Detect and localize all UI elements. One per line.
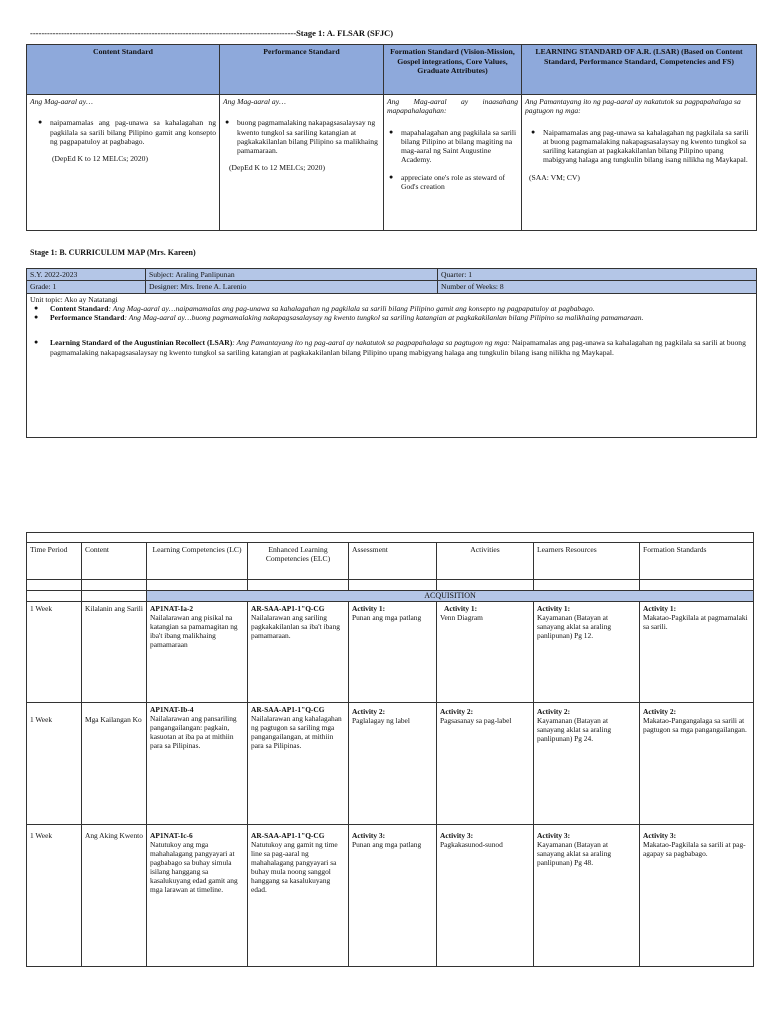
lc-cell xyxy=(147,602,248,703)
flsar-lsar-cell xyxy=(522,95,757,231)
flsar-content-cell xyxy=(27,95,220,231)
lc-code: AP1NAT-Ia-2 xyxy=(150,604,194,613)
formation-cell: Activity 1: Makatao-Pagkilala at pagmamalaki sa sarili. xyxy=(640,602,754,703)
activity-label: Activity 3 xyxy=(440,831,471,840)
assessment-label: Activity 1 xyxy=(352,604,383,613)
unit-topic: Unit topic: Ako ay Natatangi xyxy=(30,294,118,304)
activities-cell: Activity 1: Venn Diagram xyxy=(437,602,534,703)
lsar-note: (SAA: VM; CV) xyxy=(529,172,580,182)
activity-label: Activity 1 xyxy=(444,604,475,613)
time-cell: 1 Week xyxy=(27,602,82,703)
resources-text: Kayamanan (Batayan at sanayang aklat sa araling panlipunan) Pg 12. xyxy=(537,613,612,641)
flsar-header-lsar: LEARNING STANDARD OF A.R. (LSAR) (Based on Content Standard, Performance Standard, Competencies and FS) xyxy=(522,45,757,95)
elc-cell xyxy=(248,703,349,825)
flsar-header-performance: Performance Standard xyxy=(220,45,384,95)
formation-bullet-1: ● mapahalagahan ang pagkilala sa sarili bilang Pilipino at bilang magiting na mag-aaral ng Saint Augustine Academy. xyxy=(387,128,518,165)
flsar-header-content: Content Standard xyxy=(27,45,220,95)
content-standard-label: Content Standard xyxy=(50,303,109,313)
resources-label: Activity 3 xyxy=(537,831,568,840)
header-formation: Formation Standards xyxy=(640,543,754,580)
content-bullet: ● naipamamalas ang pag-unawa sa kahalagahan ng pagkilala sa sarili bilang Pilipino gamit ang konsepto ng pagpapatuloy at pagbabago. xyxy=(36,118,216,146)
resources-text: Kayamanan (Batayan at sanayang aklat sa araling panlipunan) Pg 48. xyxy=(537,840,612,868)
formation-intro: Ang Mag-aaral ay inaasahang mapapahalagahan: xyxy=(387,97,518,116)
performance-intro: Ang Mag-aaral ay… xyxy=(223,97,286,106)
quarter: Quarter: 1 xyxy=(438,269,757,281)
stage1a-heading xyxy=(30,28,740,38)
activities-cell: Activity 3: Pagkakasunod-sunod xyxy=(437,825,534,967)
assessment-text: Punan ang mga patlang xyxy=(352,613,422,623)
column-header-row xyxy=(27,543,754,580)
formation-label: Activity 2 xyxy=(643,707,674,716)
flsar-table xyxy=(26,44,757,231)
header-time-period: Time Period xyxy=(27,543,82,580)
content-cell: Mga Kailangan Ko xyxy=(82,703,147,825)
content-standard-item: ● Content Standard: Ang Mag-aaral ay…naipamamalas ang pag-unawa sa kahalagahan ng pagkilala sa sarili bilang Pilipino gamit ang konsepto ng pagpapatuloy at pagbabago. xyxy=(34,303,595,313)
lsar-text: Naipamamalas ang pag-unawa sa kahalagahan ng pagkilala sa sarili at buong pagmamalaking nakapagsasalaysay ng kwento tungkol sa sariling katangian at pagkakakilanlan bilang Pilipino upang mabigyang halaga ang tungkulin bilang isang nilikha ng Maykapal. xyxy=(50,338,746,357)
resources-label: Activity 1 xyxy=(537,604,568,613)
header-activities: Activities xyxy=(437,543,534,580)
resources-text: Kayamanan (Batayan at sanayang aklat sa araling panlipunan) Pg 24. xyxy=(537,716,612,744)
lc-text: Nailalarawan ang pansariling pangangailangan: pagkain, kasuotan at iba pa at mithiin para sa Pilipinas. xyxy=(150,714,237,751)
formation-label: Activity 3 xyxy=(643,831,674,840)
formation-text: Makatao-Pagkilala at pagmamalaki sa sarili. xyxy=(643,613,748,632)
performance-bullet: ● buong pagmamalaking nakapagsasalaysay ng kwento tungkol sa sariling katangian at pagkakakilanlan bilang Pilipino sa malikhaing pamamaraan. xyxy=(223,118,380,155)
grade: Grade: 1 xyxy=(27,281,146,293)
designer: Designer: Mrs. Irene A. Larenio xyxy=(146,281,438,293)
lsar-intro: Ang Pamantayang ito ng pag-aaral ay nakatutok sa pagpapahalaga sa pagtugon ng mga: xyxy=(525,97,741,116)
flsar-header-formation: Formation Standard (Vision-Mission, Gospel integrations, Core Values, Graduate Attributes) xyxy=(384,45,522,95)
header-content: Content xyxy=(82,543,147,580)
acquisition-row xyxy=(27,591,754,602)
acquisition-label: ACQUISITION xyxy=(147,591,754,602)
assessment-text: Punan ang mga patlang xyxy=(352,840,422,850)
elc-cell xyxy=(248,825,349,967)
elc-cell xyxy=(248,602,349,703)
assessment-label: Activity 2 xyxy=(352,707,383,716)
resources-cell: Activity 3: Kayamanan (Batayan at sanayang aklat sa araling panlipunan) Pg 48. xyxy=(534,825,640,967)
resources-cell: Activity 2: Kayamanan (Batayan at sanayang aklat sa araling panlipunan) Pg 24. xyxy=(534,703,640,825)
table-top-spacer-row xyxy=(27,533,754,543)
map-row-1 xyxy=(27,269,757,281)
lc-cell xyxy=(147,825,248,967)
formation-text: Makatao-Pangangalaga sa sarili at pagtugon sa mga pangangailangan. xyxy=(643,716,747,735)
activities-cell: Activity 2: Pagsasanay sa pag-label xyxy=(437,703,534,825)
performance-standard-label: Performance Standard xyxy=(50,313,125,322)
elc-text: Nailalarawan ang sariling pagkakakilanlan sa iba't ibang pamamaraan. xyxy=(251,613,340,641)
assessment-label: Activity 3 xyxy=(352,831,383,840)
header-lc: Learning Competencies (LC) xyxy=(147,543,248,580)
elc-code: AR-SAA-AP1-1"Q-CG xyxy=(251,604,325,613)
content-note: (DepEd K to 12 MELCs; 2020) xyxy=(52,154,148,163)
competencies-table xyxy=(26,532,754,967)
heading-label: Stage 1: A. FLSAR (SFJC) xyxy=(296,28,394,38)
performance-standard-text: : Ang Mag-aaral ay…buong pagmamalaking nakapagsasalaysay ng kwento tungkol sa sariling katangian at pagkakakilanlan bilang Pilipino sa malikhaing pamamaraan. xyxy=(124,313,644,322)
table-row xyxy=(27,703,754,825)
activity-label: Activity 2 xyxy=(440,707,471,716)
flsar-header-row xyxy=(27,45,757,95)
header-assessment: Assessment xyxy=(349,543,437,580)
performance-standard-item: ● Performance Standard: Ang Mag-aaral ay…buong pagmamalaking nakapagsasalaysay ng kwento tungkol sa sariling katangian at pagkakakilanlan bilang Pilipino sa malikhaing pamamaraan. xyxy=(34,313,644,322)
lc-text: Natutukoy ang mga mahahalagang pangyayari at pagbabago sa buhay simula isilang hanggang sa kasalukuyang edad gamit ang mga larawan at timeline. xyxy=(150,840,238,895)
resources-label: Activity 2 xyxy=(537,707,568,716)
lsar-item: ● Learning Standard of the Augustinian Recollect (LSAR): Ang Pamantayang ito ng pag-aaral ay nakatutok sa pagpapahalaga sa pagtugon ng mga: Naipamamalas ang pag-unawa sa kahalagahan ng pagkilala sa sarili at buong pagmamalaking nakapagsasalaysay ng kwento tungkol sa sariling katangian at pagkakakilanlan bilang Pilipino upang mabigyang halaga ang tungkulin bilang isang nilikha ng Maykapal. xyxy=(34,338,746,357)
assessment-cell: Activity 3: Punan ang mga patlang xyxy=(349,825,437,967)
lc-code: AP1NAT-Ic-6 xyxy=(150,831,193,840)
header-elc: Enhanced Learning Competencies (ELC) xyxy=(248,543,349,580)
map-row-2 xyxy=(27,281,757,293)
lsar-bullet: ● Naipamamalas ang pag-unawa sa kahalagahan ng pagkilala sa sarili at buong pagmamalaking nakapagsasalaysay ng kwento tungkol sa sariling katangian at pagkakakilanlan bilang Pilipino upang mabigyang halaga ang tungkulin bilang isang nilikha ng Maykapal. xyxy=(529,128,753,165)
flsar-formation-cell xyxy=(384,95,522,231)
lc-code: AP1NAT-Ib-4 xyxy=(150,705,194,714)
subject: Subject: Araling Panlipunan xyxy=(146,269,438,281)
time-cell: 1 Week xyxy=(27,825,82,967)
activity-text: Pagsasanay sa pag-label xyxy=(440,716,512,726)
lc-cell xyxy=(147,703,248,825)
formation-cell: Activity 3: Makatao-Pagkilala sa sarili at pag-agapay sa pagbabago. xyxy=(640,825,754,967)
curriculum-map-table xyxy=(26,268,757,438)
content-intro: Ang Mag-aaral ay… xyxy=(30,97,93,106)
heading-dashes: ---------------------------------------------------------------------------------------------- xyxy=(30,28,297,38)
formation-bullet-2: ● appreciate one's role as steward of God's creation xyxy=(387,173,518,192)
blank-row xyxy=(27,580,754,591)
flsar-body-row xyxy=(27,95,757,231)
header-resources: Learners Resources xyxy=(534,543,640,580)
assessment-cell: Activity 2: Paglalagay ng label xyxy=(349,703,437,825)
map-row-3 xyxy=(27,293,757,437)
performance-note: (DepEd K to 12 MELCs; 2020) xyxy=(229,163,325,173)
table-row xyxy=(27,602,754,703)
content-cell: Kilalanin ang Sarili xyxy=(82,602,147,703)
flsar-performance-cell xyxy=(220,95,384,231)
table-row xyxy=(27,825,754,967)
stage1b-title: Stage 1: B. CURRICULUM MAP (Mrs. Kareen) xyxy=(30,248,196,257)
content-cell: Ang Aking Kwento xyxy=(82,825,147,967)
school-year: S.Y. 2022-2023 xyxy=(27,269,146,281)
content-standard-text: : Ang Mag-aaral ay…naipamamalas ang pag-unawa sa kahalagahan ng pagkilala sa sarili bilang Pilipino gamit ang konsepto ng pagpapatuloy at pagbabago. xyxy=(108,303,595,313)
elc-text: Nailalarawan ang kahalagahan ng pagtugon sa sariling mga pangangailangan, at mithiin para sa Pilipinas. xyxy=(251,714,342,751)
lc-text: Nailalarawan ang pisikal na katangian sa pamamagitan ng iba't ibang malikhaing pamamaraan xyxy=(150,613,238,650)
activity-text: Venn Diagram xyxy=(440,613,483,623)
formation-label: Activity 1 xyxy=(643,604,674,613)
elc-code: AR-SAA-AP1-1"Q-CG xyxy=(251,705,325,714)
activity-text: Pagkakasunod-sunod xyxy=(440,840,503,850)
number-of-weeks: Number of Weeks: 8 xyxy=(438,281,757,293)
formation-cell: Activity 2: Makatao-Pangangalaga sa sarili at pagtugon sa mga pangangailangan. xyxy=(640,703,754,825)
lsar-label: Learning Standard of the Augustinian Recollect (LSAR) xyxy=(50,338,233,348)
assessment-cell: Activity 1: Punan ang mga patlang xyxy=(349,602,437,703)
lsar-italic-text: : Ang Pamantayang ito ng pag-aaral ay nakatutok sa pagpapahalaga sa pagtugon ng mga: xyxy=(232,338,510,348)
assessment-text: Paglalagay ng label xyxy=(352,716,410,726)
resources-cell: Activity 1: Kayamanan (Batayan at sanayang aklat sa araling panlipunan) Pg 12. xyxy=(534,602,640,703)
time-cell: 1 Week xyxy=(27,703,82,825)
elc-text: Natutukoy ang gamit ng time line sa pag-aaral ng mahahalagang pangyayari sa buhay mula noong sanggol hanggang sa kasalukuyang edad. xyxy=(251,840,338,895)
elc-code: AR-SAA-AP1-1"Q-CG xyxy=(251,831,325,840)
formation-text: Makatao-Pagkilala sa sarili at pag-agapay sa pagbabago. xyxy=(643,840,746,859)
standards-cell xyxy=(27,293,757,437)
